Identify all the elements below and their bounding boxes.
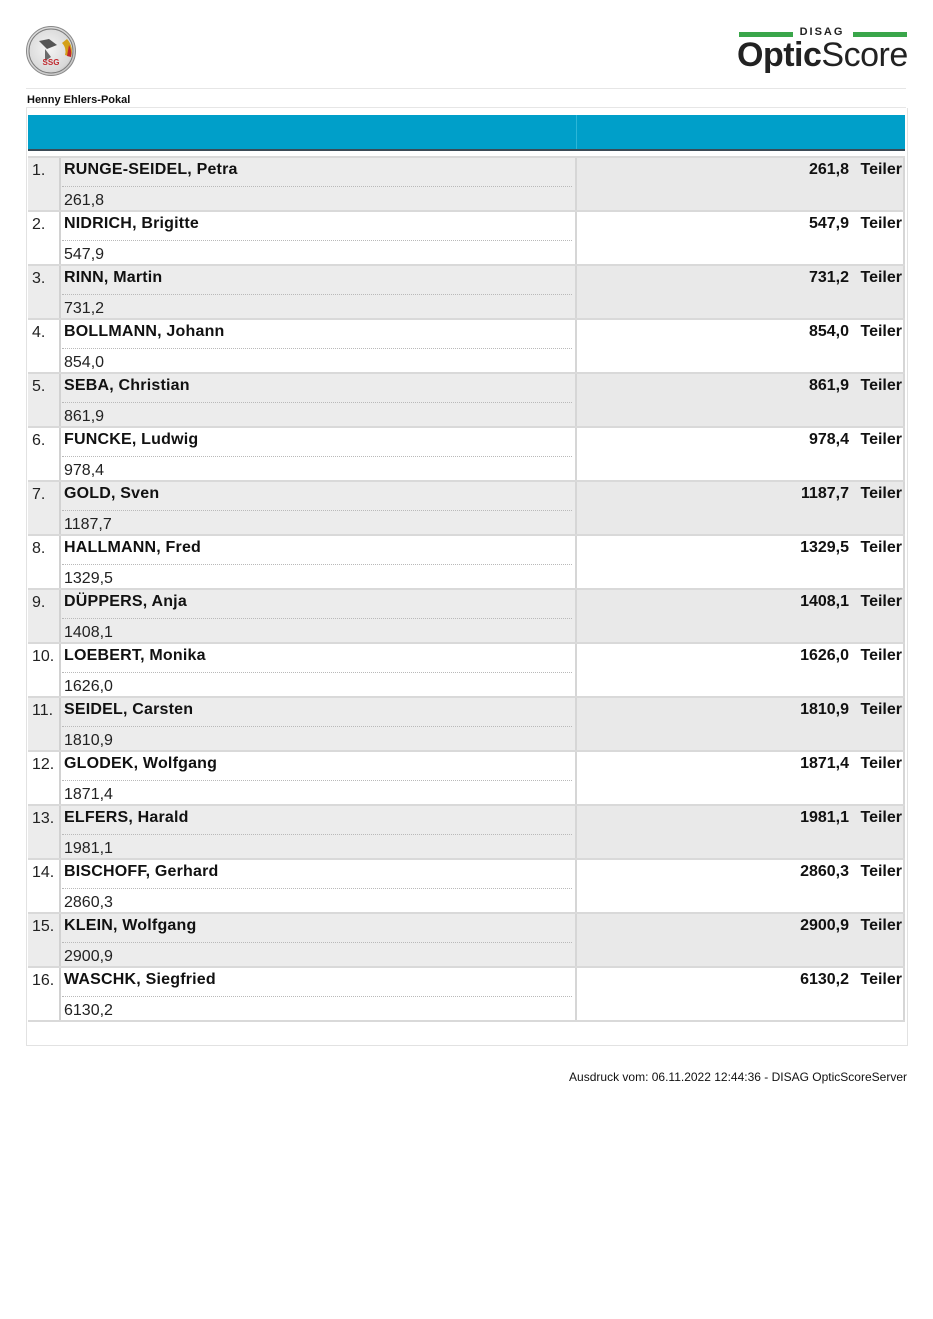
shooter-name: RUNGE-SEIDEL, Petra bbox=[64, 161, 238, 178]
total-score: 1810,9 bbox=[800, 701, 849, 718]
right-border bbox=[903, 968, 905, 1020]
total-score: 731,2 bbox=[808, 269, 849, 286]
rank-label: 3. bbox=[32, 270, 46, 287]
dotted-separator bbox=[62, 726, 572, 727]
score-unit: Teiler bbox=[860, 323, 902, 340]
rank-label: 9. bbox=[32, 594, 46, 611]
shooter-name: SEIDEL, Carsten bbox=[64, 701, 194, 718]
right-border bbox=[903, 536, 905, 588]
shot-value: 1187,7 bbox=[64, 516, 112, 533]
header-underline bbox=[28, 149, 905, 151]
table-row bbox=[28, 914, 905, 968]
rank-cell bbox=[28, 266, 61, 318]
dotted-separator bbox=[62, 996, 572, 997]
rank-label: 7. bbox=[32, 486, 46, 503]
rank-label: 4. bbox=[32, 324, 46, 341]
club-logo bbox=[26, 26, 76, 76]
shot-value: 854,0 bbox=[64, 354, 105, 371]
total-score: 261,8 bbox=[808, 161, 849, 178]
results-table-header bbox=[28, 115, 905, 149]
total-score: 1408,1 bbox=[800, 593, 849, 610]
shot-value: 2860,3 bbox=[64, 894, 113, 911]
rank-cell bbox=[28, 212, 61, 264]
dotted-separator bbox=[62, 780, 572, 781]
rank-label: 16. bbox=[32, 972, 55, 989]
rank-cell bbox=[28, 752, 61, 804]
score-unit: Teiler bbox=[860, 647, 902, 664]
shooter-name: SEBA, Christian bbox=[64, 377, 190, 394]
right-border bbox=[903, 320, 905, 372]
table-row bbox=[28, 968, 905, 1022]
score-cell-bg bbox=[577, 482, 905, 534]
dotted-separator bbox=[62, 888, 572, 889]
rank-label: 13. bbox=[32, 810, 55, 827]
score-cell-bg bbox=[577, 806, 905, 858]
score-unit: Teiler bbox=[860, 863, 902, 880]
table-row bbox=[28, 590, 905, 644]
table-row bbox=[28, 482, 905, 536]
shooter-name: FUNCKE, Ludwig bbox=[64, 431, 199, 448]
shot-value: 1626,0 bbox=[64, 678, 113, 695]
dotted-separator bbox=[62, 348, 572, 349]
rank-cell bbox=[28, 590, 61, 642]
score-unit: Teiler bbox=[860, 593, 902, 610]
table-row bbox=[28, 320, 905, 374]
table-row bbox=[28, 428, 905, 482]
rank-cell bbox=[28, 536, 61, 588]
rank-cell bbox=[28, 482, 61, 534]
shooter-name: GOLD, Sven bbox=[64, 485, 160, 502]
right-border bbox=[903, 806, 905, 858]
table-row bbox=[28, 752, 905, 806]
score-unit: Teiler bbox=[860, 431, 902, 448]
rank-cell bbox=[28, 428, 61, 480]
shot-value: 1871,4 bbox=[64, 786, 113, 803]
dotted-separator bbox=[62, 618, 572, 619]
score-cell-bg bbox=[577, 590, 905, 642]
rank-label: 10. bbox=[32, 648, 55, 665]
table-row bbox=[28, 860, 905, 914]
total-score: 1871,4 bbox=[800, 755, 849, 772]
dotted-separator bbox=[62, 510, 572, 511]
right-border bbox=[903, 374, 905, 426]
table-row bbox=[28, 266, 905, 320]
rank-cell bbox=[28, 698, 61, 750]
right-border bbox=[903, 428, 905, 480]
right-border bbox=[903, 158, 905, 210]
column-divider bbox=[575, 644, 577, 696]
header-divider bbox=[26, 88, 906, 89]
dotted-separator bbox=[62, 186, 572, 187]
dotted-separator bbox=[62, 672, 572, 673]
shot-value: 6130,2 bbox=[64, 1002, 113, 1019]
shot-value: 978,4 bbox=[64, 462, 105, 479]
brand-name bbox=[737, 37, 908, 73]
score-unit: Teiler bbox=[860, 701, 902, 718]
shot-value: 1329,5 bbox=[64, 570, 113, 587]
right-border bbox=[903, 698, 905, 750]
dotted-separator bbox=[62, 456, 572, 457]
total-score: 1329,5 bbox=[800, 539, 849, 556]
shot-value: 2900,9 bbox=[64, 948, 113, 965]
right-border bbox=[903, 590, 905, 642]
score-unit: Teiler bbox=[860, 971, 902, 988]
dotted-separator bbox=[62, 942, 572, 943]
score-cell-bg bbox=[577, 914, 905, 966]
dotted-separator bbox=[62, 402, 572, 403]
score-unit: Teiler bbox=[860, 377, 902, 394]
right-border bbox=[903, 860, 905, 912]
shot-value: 1981,1 bbox=[64, 840, 113, 857]
column-divider bbox=[575, 590, 577, 642]
score-unit: Teiler bbox=[860, 215, 902, 232]
score-cell-bg bbox=[577, 374, 905, 426]
shooter-name: BISCHOFF, Gerhard bbox=[64, 863, 219, 880]
shooter-name: ELFERS, Harald bbox=[64, 809, 189, 826]
table-row bbox=[28, 374, 905, 428]
rank-label: 5. bbox=[32, 378, 46, 395]
total-score: 2900,9 bbox=[800, 917, 849, 934]
rank-label: 11. bbox=[32, 702, 54, 719]
dotted-separator bbox=[62, 294, 572, 295]
shooter-name: LOEBERT, Monika bbox=[64, 647, 206, 664]
shooter-name: GLODEK, Wolfgang bbox=[64, 755, 218, 772]
rank-cell bbox=[28, 158, 61, 210]
rank-cell bbox=[28, 374, 61, 426]
column-divider bbox=[575, 752, 577, 804]
right-border bbox=[903, 914, 905, 966]
right-border bbox=[903, 212, 905, 264]
table-row bbox=[28, 156, 905, 212]
column-divider bbox=[575, 806, 577, 858]
total-score: 6130,2 bbox=[800, 971, 849, 988]
table-row bbox=[28, 644, 905, 698]
shooter-name: DÜPPERS, Anja bbox=[64, 593, 187, 610]
column-divider bbox=[575, 968, 577, 1020]
rank-label: 14. bbox=[32, 864, 55, 881]
results-table-body bbox=[28, 156, 905, 1022]
score-unit: Teiler bbox=[860, 809, 902, 826]
shot-value: 731,2 bbox=[64, 300, 105, 317]
shooter-name: RINN, Martin bbox=[64, 269, 163, 286]
dotted-separator bbox=[62, 834, 572, 835]
rank-label: 15. bbox=[32, 918, 55, 935]
column-divider bbox=[575, 428, 577, 480]
svg-text:SSG: SSG bbox=[42, 58, 60, 67]
right-border bbox=[903, 644, 905, 696]
shooter-name: BOLLMANN, Johann bbox=[64, 323, 225, 340]
rank-label: 6. bbox=[32, 432, 46, 449]
rank-label: 8. bbox=[32, 540, 46, 557]
column-divider bbox=[575, 320, 577, 372]
column-divider bbox=[575, 536, 577, 588]
score-unit: Teiler bbox=[860, 539, 902, 556]
rank-cell bbox=[28, 860, 61, 912]
total-score: 854,0 bbox=[808, 323, 849, 340]
shooter-name: WASCHK, Siegfried bbox=[64, 971, 216, 988]
rank-label: 2. bbox=[32, 216, 46, 233]
club-emblem-icon bbox=[27, 27, 75, 75]
brand-disag-label: DISAG bbox=[799, 26, 845, 38]
shot-value: 861,9 bbox=[64, 408, 105, 425]
rank-cell bbox=[28, 320, 61, 372]
score-unit: Teiler bbox=[860, 485, 902, 502]
dotted-separator bbox=[62, 240, 572, 241]
shot-value: 1408,1 bbox=[64, 624, 113, 641]
shot-value: 261,8 bbox=[64, 192, 105, 209]
shooter-name: KLEIN, Wolfgang bbox=[64, 917, 197, 934]
rank-label: 1. bbox=[32, 162, 46, 179]
table-row bbox=[28, 536, 905, 590]
rank-cell bbox=[28, 644, 61, 696]
total-score: 2860,3 bbox=[800, 863, 849, 880]
score-unit: Teiler bbox=[860, 161, 902, 178]
table-row bbox=[28, 698, 905, 752]
column-divider bbox=[575, 212, 577, 264]
column-divider bbox=[575, 374, 577, 426]
rank-cell bbox=[28, 968, 61, 1020]
shooter-name: HALLMANN, Fred bbox=[64, 539, 202, 556]
score-cell-bg bbox=[577, 266, 905, 318]
score-unit: Teiler bbox=[860, 917, 902, 934]
right-border bbox=[903, 752, 905, 804]
column-divider bbox=[575, 266, 577, 318]
print-footer: Ausdruck vom: 06.11.2022 12:44:36 - DISAG OpticScoreServer bbox=[569, 1070, 907, 1084]
score-unit: Teiler bbox=[860, 755, 902, 772]
right-border bbox=[903, 482, 905, 534]
shooter-name: NIDRICH, Brigitte bbox=[64, 215, 199, 232]
total-score: 1626,0 bbox=[800, 647, 849, 664]
total-score: 547,9 bbox=[808, 215, 849, 232]
column-divider bbox=[575, 158, 577, 210]
total-score: 1187,7 bbox=[800, 485, 849, 502]
rank-cell bbox=[28, 914, 61, 966]
right-border bbox=[903, 266, 905, 318]
column-divider bbox=[575, 698, 577, 750]
table-row bbox=[28, 806, 905, 860]
event-title: Henny Ehlers-Pokal bbox=[27, 94, 131, 106]
column-divider bbox=[575, 860, 577, 912]
score-cell-bg bbox=[577, 698, 905, 750]
brand-logo bbox=[737, 26, 907, 74]
header-column-divider bbox=[576, 115, 577, 149]
column-divider bbox=[575, 482, 577, 534]
column-divider bbox=[575, 914, 577, 966]
shot-value: 547,9 bbox=[64, 246, 105, 263]
brand-name-bold: Optic bbox=[737, 36, 822, 74]
total-score: 1981,1 bbox=[800, 809, 849, 826]
total-score: 978,4 bbox=[808, 431, 849, 448]
shot-value: 1810,9 bbox=[64, 732, 113, 749]
table-row bbox=[28, 212, 905, 266]
brand-name-light: Score bbox=[821, 36, 908, 74]
score-cell-bg bbox=[577, 158, 905, 210]
dotted-separator bbox=[62, 564, 572, 565]
total-score: 861,9 bbox=[808, 377, 849, 394]
rank-cell bbox=[28, 806, 61, 858]
score-unit: Teiler bbox=[860, 269, 902, 286]
rank-label: 12. bbox=[32, 756, 55, 773]
